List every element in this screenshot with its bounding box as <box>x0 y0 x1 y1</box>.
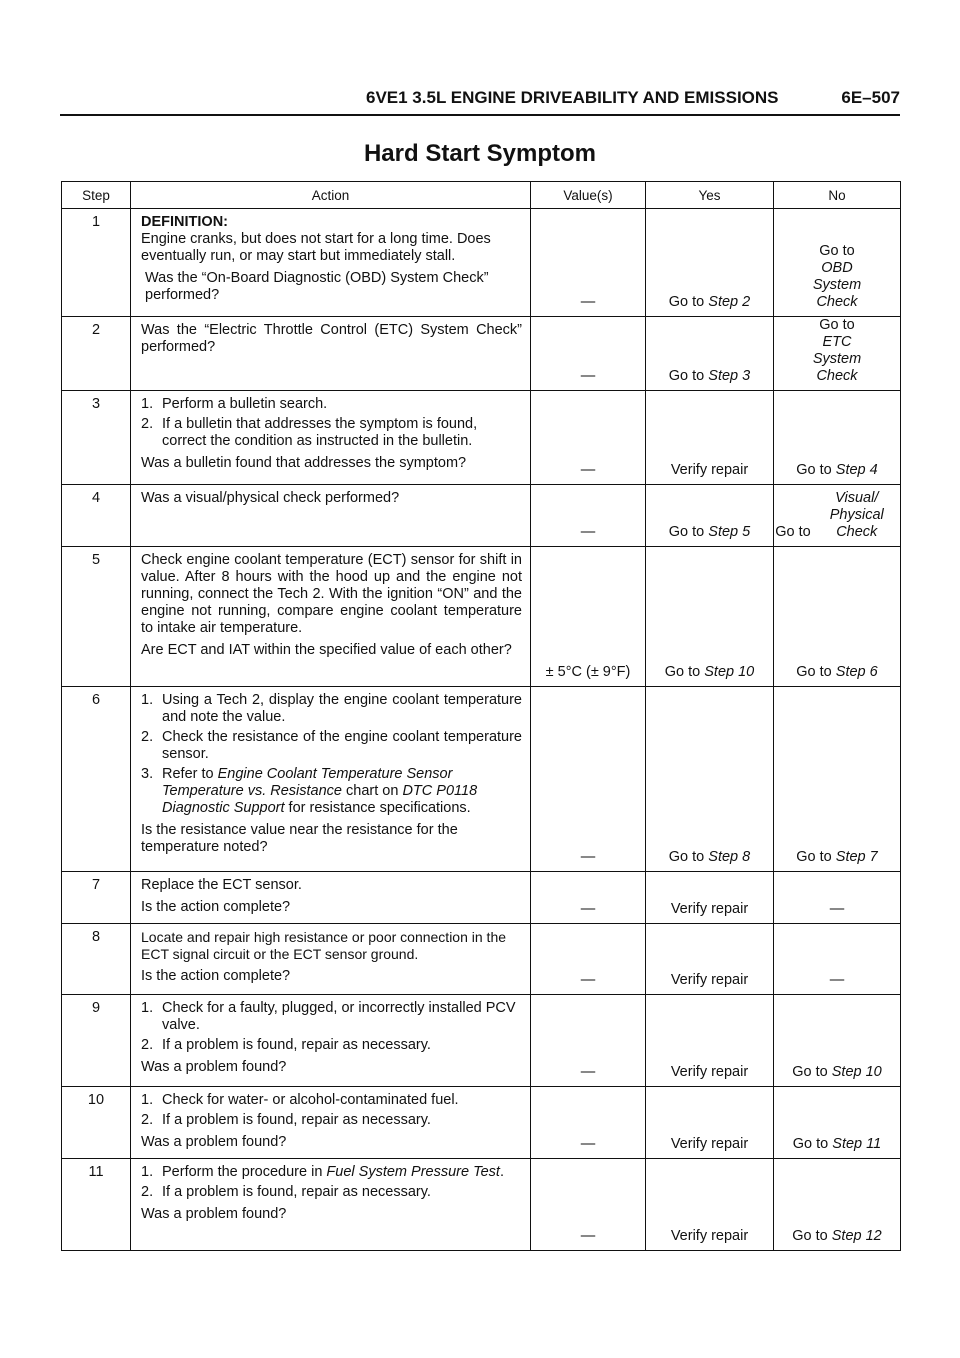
action-text: Was the “Electric Throttle Control (ETC) System Check” performed? <box>141 322 522 355</box>
no-text: Go to <box>819 243 855 259</box>
column-header-values: Value(s) <box>531 182 646 209</box>
action-cell <box>131 391 531 485</box>
action-cell <box>131 995 531 1087</box>
action-item: 2. If a problem is found, repair as necessary. <box>141 1037 431 1053</box>
no-text: Go to <box>792 1228 832 1244</box>
no-step-link[interactable]: Step 7 <box>835 849 878 865</box>
question-text: Was a problem found? <box>141 1206 287 1222</box>
table-row <box>62 687 901 872</box>
yes-text: Verify repair <box>670 901 749 917</box>
question-text: Is the action complete? <box>141 899 291 915</box>
action-cell <box>131 1159 531 1251</box>
yes-cell <box>646 391 774 485</box>
step-number: 5 <box>62 547 131 687</box>
action-item: 1. Using a Tech 2, display the engine coolant temperature and note the value. <box>141 692 522 725</box>
action-text: Check engine coolant temperature (ECT) sensor for shift in value. After 8 hours with the hood up and the engine not running, connect the Tech 2. With the ignition “ON” and the engine not running, compare engine coolant temperature to intake air temperature. <box>141 552 522 636</box>
definition-label: DEFINITION: <box>141 214 228 230</box>
no-text: Go to <box>796 849 836 865</box>
step-number: 8 <box>62 924 131 995</box>
no-cell <box>774 995 901 1087</box>
column-header-yes: Yes <box>646 182 774 209</box>
no-text: Go to <box>796 462 836 478</box>
yes-cell <box>646 485 774 547</box>
yes-text: Go to <box>668 849 709 865</box>
yes-text: Go to <box>664 664 705 680</box>
value-cell: — <box>531 1159 646 1251</box>
action-item: 2. If a problem is found, repair as necessary. <box>141 1112 431 1128</box>
no-cell <box>774 687 901 872</box>
step-number: 11 <box>62 1159 131 1251</box>
no-cell <box>774 391 901 485</box>
no-text: Go to <box>792 1136 833 1152</box>
action-cell <box>131 209 531 317</box>
no-step-link[interactable]: Step 4 <box>835 462 878 478</box>
value-cell: — <box>531 872 646 924</box>
action-item: 1. Perform the procedure in Fuel System Pressure Test. <box>141 1164 504 1180</box>
value-cell: — <box>531 687 646 872</box>
yes-text: Go to <box>668 368 709 384</box>
question-text: Is the resistance value near the resistance for the temperature noted? <box>141 822 458 855</box>
no-cell <box>774 485 901 547</box>
yes-cell <box>646 924 774 995</box>
value-cell: — <box>531 995 646 1087</box>
table-row <box>62 391 901 485</box>
value-cell: — <box>531 1087 646 1159</box>
question-text: Are ECT and IAT within the specified value of each other? <box>141 642 512 658</box>
table-row <box>62 872 901 924</box>
yes-step-link[interactable]: Step 10 <box>704 664 755 680</box>
yes-text: Verify repair <box>670 972 749 988</box>
action-cell <box>131 317 531 391</box>
yes-cell <box>646 547 774 687</box>
value-cell: — <box>531 924 646 995</box>
no-text: Go to <box>792 1064 832 1080</box>
table-header-row <box>62 182 901 209</box>
value-cell: — <box>531 485 646 547</box>
yes-cell <box>646 317 774 391</box>
action-cell <box>131 687 531 872</box>
step-number: 3 <box>62 391 131 485</box>
action-text: Locate and repair high resistance or poor connection in the ECT signal circuit or the ECT sensor ground. <box>141 929 507 962</box>
yes-text: Go to <box>668 294 709 310</box>
no-step-link[interactable]: Step 11 <box>832 1136 882 1152</box>
yes-step-link[interactable]: Step 3 <box>708 368 751 384</box>
no-cell <box>774 209 901 317</box>
yes-text: Go to <box>668 524 709 540</box>
no-step-link[interactable]: Visual/ Physical Check <box>829 490 884 540</box>
yes-step-link[interactable]: Step 8 <box>708 849 751 865</box>
no-cell <box>774 872 901 924</box>
yes-cell <box>646 687 774 872</box>
table-row <box>62 547 901 687</box>
column-header-no: No <box>774 182 901 209</box>
column-header-step: Step <box>62 182 131 209</box>
table-row <box>62 485 901 547</box>
step-number: 2 <box>62 317 131 391</box>
action-item: 1. Check for water- or alcohol-contaminated fuel. <box>141 1092 459 1108</box>
action-cell <box>131 485 531 547</box>
header-rule <box>60 114 900 116</box>
no-step-link[interactable]: ETC System Check <box>812 334 862 384</box>
table-row <box>62 1159 901 1251</box>
step-number: 9 <box>62 995 131 1087</box>
question-text: Was the “On-Board Diagnostic (OBD) System Check” performed? <box>145 270 489 303</box>
action-item: 2. If a problem is found, repair as necessary. <box>141 1184 431 1200</box>
no-step-link[interactable]: OBD System Check <box>812 260 862 310</box>
step-number: 6 <box>62 687 131 872</box>
step-number: 1 <box>62 209 131 317</box>
question-text: Was a problem found? <box>141 1134 287 1150</box>
no-cell <box>774 547 901 687</box>
dtc-reference-link[interactable]: DTC P0118 Diagnostic Support <box>162 783 478 816</box>
action-item: 1. Perform a bulletin search. <box>141 396 328 412</box>
yes-cell <box>646 1159 774 1251</box>
step-number: 4 <box>62 485 131 547</box>
section-title: 6VE1 3.5L ENGINE DRIVEABILITY AND EMISSIONS <box>366 88 779 107</box>
action-cell <box>131 1087 531 1159</box>
value-cell: ± 5°C (± 9°F) <box>531 547 646 687</box>
action-text: Replace the ECT sensor. <box>141 877 302 893</box>
no-step-link[interactable]: Step 10 <box>831 1064 882 1080</box>
action-item: 1. Check for a faulty, plugged, or incorrectly installed PCV valve. <box>141 1000 516 1033</box>
yes-cell <box>646 1087 774 1159</box>
yes-text: Verify repair <box>670 1064 749 1080</box>
no-step-link[interactable]: Step 6 <box>835 664 878 680</box>
no-text: Go to <box>796 664 836 680</box>
no-cell <box>774 317 901 391</box>
yes-cell <box>646 995 774 1087</box>
value-cell: — <box>531 209 646 317</box>
action-item: 2. If a bulletin that addresses the symptom is found, correct the condition as instructed in the bulletin. <box>141 416 478 449</box>
question-text: Was a bulletin found that addresses the symptom? <box>141 455 467 471</box>
procedure-reference-link[interactable]: Fuel System Pressure Test <box>326 1164 500 1180</box>
no-step-link[interactable]: Step 12 <box>831 1228 882 1244</box>
action-item: 2. Check the resistance of the engine coolant temperature sensor. <box>141 729 522 762</box>
table-row <box>62 209 901 317</box>
value-cell: — <box>531 391 646 485</box>
table-row <box>62 317 901 391</box>
table-row <box>62 1087 901 1159</box>
page-number: 6E–507 <box>841 88 900 107</box>
question-text: Is the action complete? <box>141 968 291 984</box>
no-text: — <box>829 972 845 988</box>
table-row <box>62 995 901 1087</box>
action-cell <box>131 924 531 995</box>
action-cell <box>131 547 531 687</box>
no-cell <box>774 1087 901 1159</box>
yes-text: Verify repair <box>670 1228 749 1244</box>
no-cell <box>774 924 901 995</box>
action-text: Was a visual/physical check performed? <box>141 490 400 506</box>
definition-text: Engine cranks, but does not start for a long time. Does eventually run, or may start but immediately stall. <box>141 231 491 264</box>
question-text: Was a problem found? <box>141 1059 287 1075</box>
yes-cell <box>646 872 774 924</box>
diagnostic-table <box>61 181 901 1251</box>
yes-text: Verify repair <box>670 462 749 478</box>
value-cell: — <box>531 317 646 391</box>
yes-cell <box>646 209 774 317</box>
no-cell <box>774 1159 901 1251</box>
yes-text: Verify repair <box>670 1136 749 1152</box>
no-text: — <box>829 901 845 917</box>
table-row <box>62 924 901 995</box>
yes-step-link[interactable]: Step 5 <box>708 524 751 540</box>
page-title: Hard Start Symptom <box>363 140 597 167</box>
step-number: 10 <box>62 1087 131 1159</box>
step-number: 7 <box>62 872 131 924</box>
yes-step-link[interactable]: Step 2 <box>708 294 751 310</box>
column-header-action: Action <box>131 182 531 209</box>
chart-reference-link[interactable]: Engine Coolant Temperature Sensor Temperature vs. Resistance <box>162 766 453 799</box>
action-cell <box>131 872 531 924</box>
no-text: Go to <box>775 524 815 540</box>
action-item: 3. Refer to Engine Coolant Temperature Sensor Temperature vs. Resistance chart on DTC P0118 Diagnostic Support for resistance specifications. <box>141 766 478 816</box>
no-text: Go to <box>819 317 855 333</box>
